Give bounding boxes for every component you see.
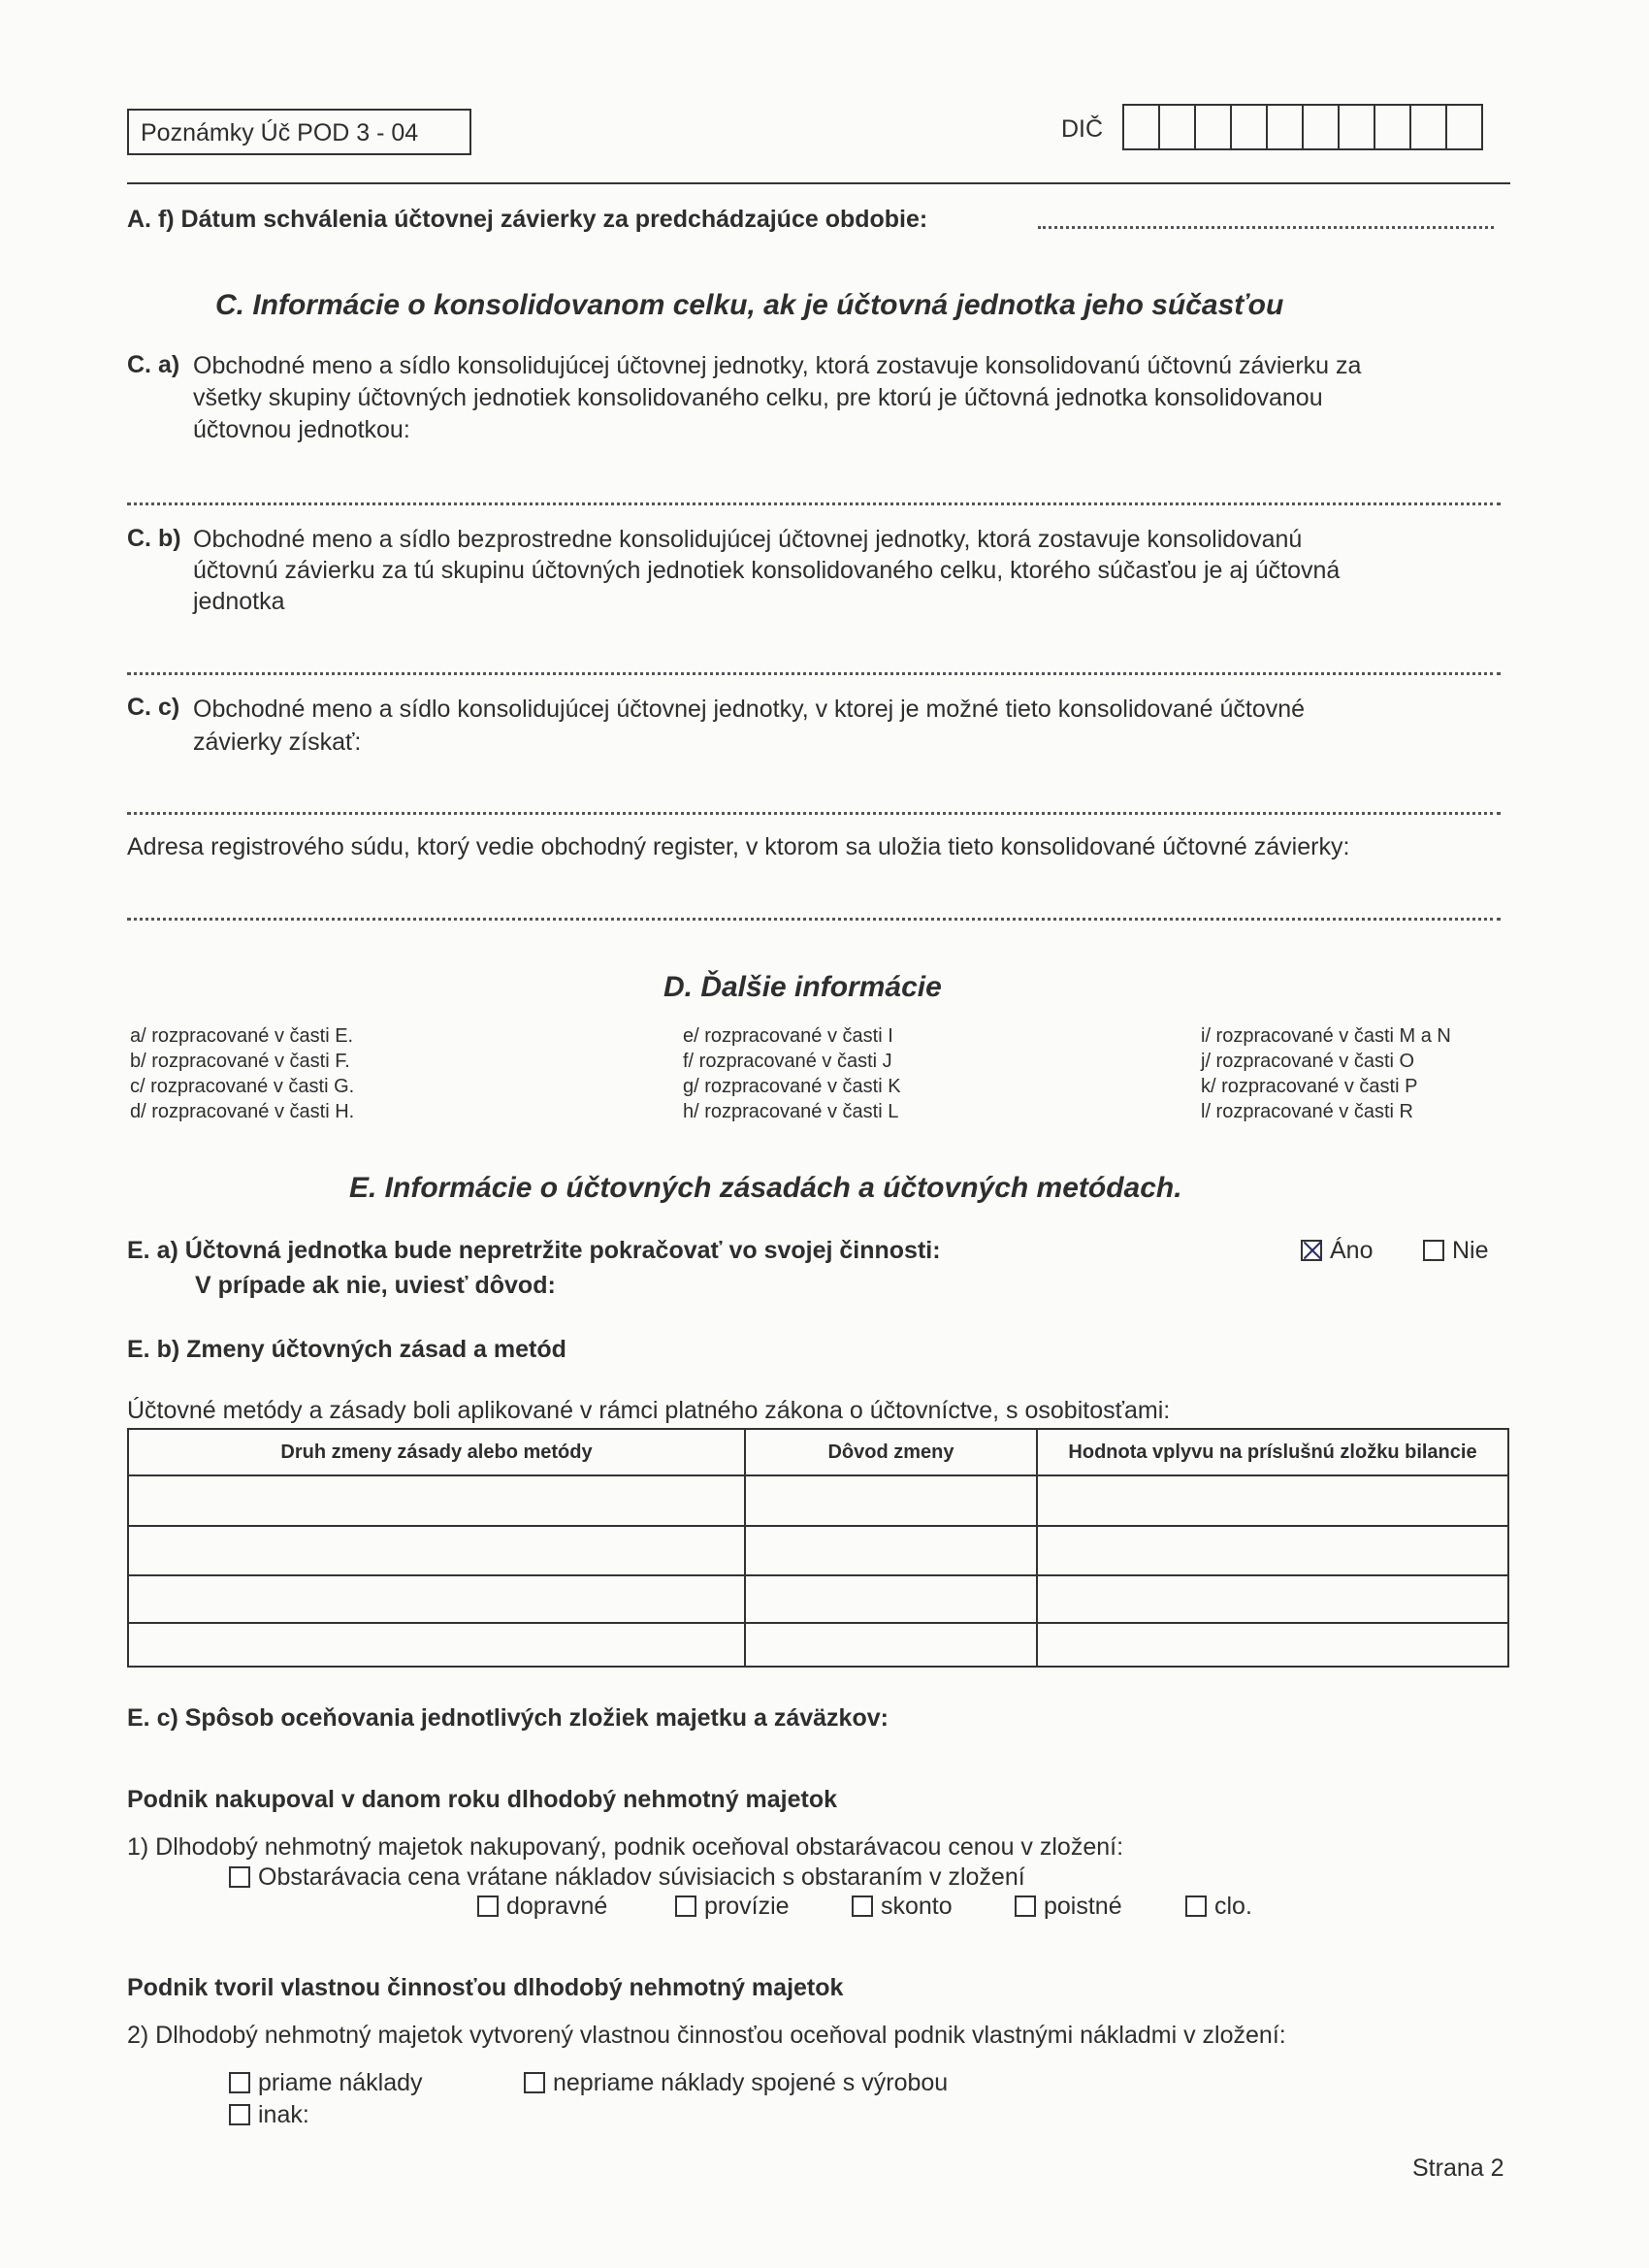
section-d-title: D. Ďalšie informácie bbox=[663, 971, 942, 1003]
eb-intro: Účtovné metódy a zásady boli aplikované v rámci platného zákona o účtovníctve, s osobitosťami: bbox=[127, 1397, 1171, 1424]
registry-address-field[interactable] bbox=[127, 918, 1501, 921]
d-item: b/ rozpracované v časti F. bbox=[130, 1051, 350, 1072]
opt-skonto[interactable] bbox=[852, 1892, 953, 1922]
ca-label: C. a) bbox=[127, 351, 180, 378]
checkbox-checked-icon bbox=[1301, 1240, 1322, 1261]
section-d-col-3 bbox=[1201, 1023, 1451, 1124]
dic-digit-box[interactable] bbox=[1230, 104, 1268, 150]
checkbox-icon bbox=[229, 2072, 250, 2093]
col-header-type: Druh zmeny zásady alebo metódy bbox=[128, 1429, 745, 1475]
cc-label: C. c) bbox=[127, 694, 180, 721]
section-c-title: C. Informácie o konsolidovanom celku, ak je účtovná jednotka jeho súčasťou bbox=[215, 289, 1284, 321]
d-item: c/ rozpracované v časti G. bbox=[130, 1076, 355, 1097]
ca-line: účtovnou jednotkou: bbox=[193, 416, 410, 443]
registry-address-label: Adresa registrového súdu, ktorý vedie obchodný register, v ktorom sa uložia tieto konsolidované účtovné závierky: bbox=[127, 833, 1350, 860]
d-item: h/ rozpracované v časti L bbox=[683, 1101, 899, 1122]
ea-reason-label: V prípade ak nie, uviesť dôvod: bbox=[195, 1272, 556, 1299]
sub2-text: 2) Dlhodobý nehmotný majetok vytvorený vlastnou činnosťou oceňoval podnik vlastnými nákladmi v zložení: bbox=[127, 2022, 1286, 2049]
table-row bbox=[128, 1475, 1508, 1526]
table-cell[interactable] bbox=[128, 1475, 745, 1526]
table-header-row bbox=[128, 1429, 1508, 1475]
af-date-label: A. f) Dátum schválenia účtovnej závierky za predchádzajúce obdobie: bbox=[127, 206, 928, 233]
ano-checkbox[interactable] bbox=[1301, 1236, 1373, 1266]
d-item: k/ rozpracované v časti P bbox=[1201, 1076, 1418, 1097]
opt-priame[interactable] bbox=[229, 2068, 423, 2098]
cc-answer-field[interactable] bbox=[127, 812, 1501, 815]
ano-label: Áno bbox=[1330, 1237, 1374, 1264]
checkbox-icon bbox=[1185, 1895, 1207, 1917]
d-item: f/ rozpracované v časti J bbox=[683, 1051, 892, 1072]
page-number: Strana 2 bbox=[1412, 2155, 1504, 2182]
checkbox-icon bbox=[477, 1895, 499, 1917]
eb-title: E. b) Zmeny účtovných zásad a metód bbox=[127, 1336, 566, 1363]
table-cell[interactable] bbox=[128, 1526, 745, 1575]
dic-digit-box[interactable] bbox=[1445, 104, 1483, 150]
changes-table bbox=[127, 1428, 1509, 1668]
sub1-text: 1) Dlhodobý nehmotný majetok nakupovaný, podnik oceňoval obstarávacou cenou v zložení: bbox=[127, 1833, 1124, 1861]
af-date-field[interactable] bbox=[1038, 226, 1494, 229]
ca-answer-field[interactable] bbox=[127, 502, 1501, 505]
d-item: a/ rozpracované v časti E. bbox=[130, 1025, 354, 1047]
opt-clo[interactable] bbox=[1185, 1892, 1252, 1922]
table-cell[interactable] bbox=[1037, 1526, 1508, 1575]
ea-question: E. a) Účtovná jednotka bude nepretržite pokračovať vo svojej činnosti: bbox=[127, 1237, 941, 1264]
header-rule bbox=[127, 182, 1510, 184]
option-label: provízie bbox=[704, 1893, 790, 1920]
d-item: g/ rozpracované v časti K bbox=[683, 1076, 901, 1097]
sub1-main-checkbox[interactable] bbox=[229, 1863, 1025, 1893]
section-d-col-2 bbox=[683, 1023, 901, 1124]
table-cell[interactable] bbox=[1037, 1623, 1508, 1667]
opt-provizie[interactable] bbox=[675, 1892, 790, 1922]
dic-field[interactable] bbox=[1122, 104, 1483, 150]
col-header-reason: Dôvod zmeny bbox=[745, 1429, 1037, 1475]
d-item: e/ rozpracované v časti I bbox=[683, 1025, 893, 1047]
checkbox-icon bbox=[1423, 1240, 1444, 1261]
dic-digit-box[interactable] bbox=[1302, 104, 1340, 150]
option-label: dopravné bbox=[506, 1893, 608, 1920]
form-code-box: Poznámky Úč POD 3 - 04 bbox=[127, 109, 471, 155]
table-cell[interactable] bbox=[745, 1526, 1037, 1575]
opt-poistne[interactable] bbox=[1015, 1892, 1122, 1922]
checkbox-icon bbox=[852, 1895, 873, 1917]
opt-nepriame[interactable] bbox=[524, 2068, 948, 2098]
cc-line: závierky získať: bbox=[193, 729, 362, 756]
option-label: poistné bbox=[1044, 1893, 1122, 1920]
dic-label: DIČ bbox=[1061, 115, 1104, 143]
dic-digit-box[interactable] bbox=[1122, 104, 1160, 150]
cc-text bbox=[193, 693, 1305, 759]
cb-answer-field[interactable] bbox=[127, 672, 1501, 675]
table-cell[interactable] bbox=[745, 1623, 1037, 1667]
dic-digit-box[interactable] bbox=[1409, 104, 1447, 150]
dic-digit-box[interactable] bbox=[1338, 104, 1375, 150]
option-label: skonto bbox=[881, 1893, 953, 1920]
dic-digit-box[interactable] bbox=[1374, 104, 1411, 150]
table-cell[interactable] bbox=[1037, 1475, 1508, 1526]
ca-line: Obchodné meno a sídlo konsolidujúcej účtovnej jednotky, ktorá zostavuje konsolidovanú účtovnú závierku za bbox=[193, 352, 1362, 379]
d-item: d/ rozpracované v časti H. bbox=[130, 1101, 355, 1122]
ca-text bbox=[193, 350, 1361, 446]
cb-line: jednotka bbox=[193, 588, 285, 615]
d-item: i/ rozpracované v časti M a N bbox=[1201, 1025, 1451, 1047]
table-cell[interactable] bbox=[128, 1623, 745, 1667]
option-label: clo. bbox=[1214, 1893, 1252, 1920]
sub1-title: Podnik nakupoval v danom roku dlhodobý nehmotný majetok bbox=[127, 1786, 838, 1813]
col-header-impact: Hodnota vplyvu na príslušnú zložku bilancie bbox=[1037, 1429, 1508, 1475]
section-e-title: E. Informácie o účtovných zásadách a účtovných metódach. bbox=[349, 1172, 1182, 1204]
table-cell[interactable] bbox=[745, 1575, 1037, 1623]
cb-line: Obchodné meno a sídlo bezprostredne konsolidujúcej účtovnej jednotky, ktorá zostavuje konsolidovanú bbox=[193, 526, 1303, 553]
cb-line: účtovnú závierku za tú skupinu účtovných jednotiek konsolidovaného celku, ktorého súčasťou je aj účtovná bbox=[193, 557, 1341, 584]
opt-dopravne[interactable] bbox=[477, 1892, 607, 1922]
ec-title: E. c) Spôsob oceňovania jednotlivých zložiek majetku a záväzkov: bbox=[127, 1704, 889, 1732]
ca-line: všetky skupiny účtovných jednotiek konsolidovaného celku, pre ktorú je účtovná jednotka konsolidovanou bbox=[193, 384, 1323, 411]
checkbox-icon bbox=[675, 1895, 696, 1917]
table-cell[interactable] bbox=[1037, 1575, 1508, 1623]
checkbox-icon bbox=[229, 2104, 250, 2125]
table-row bbox=[128, 1623, 1508, 1667]
table-row bbox=[128, 1575, 1508, 1623]
option-label: priame náklady bbox=[258, 2069, 423, 2096]
dic-digit-box[interactable] bbox=[1158, 104, 1196, 150]
checkbox-icon bbox=[229, 1866, 250, 1888]
dic-digit-box[interactable] bbox=[1194, 104, 1232, 150]
nie-label: Nie bbox=[1452, 1237, 1489, 1264]
cb-text bbox=[193, 524, 1340, 617]
table-cell[interactable] bbox=[128, 1575, 745, 1623]
table-cell[interactable] bbox=[745, 1475, 1037, 1526]
nie-checkbox[interactable] bbox=[1423, 1236, 1489, 1266]
cb-label: C. b) bbox=[127, 525, 181, 552]
option-label: inak: bbox=[258, 2101, 309, 2128]
dic-digit-box[interactable] bbox=[1266, 104, 1304, 150]
checkbox-icon bbox=[524, 2072, 545, 2093]
option-label: nepriame náklady spojené s výrobou bbox=[553, 2069, 949, 2096]
checkbox-icon bbox=[1015, 1895, 1036, 1917]
option-label: Obstarávacia cena vrátane nákladov súvisiacich s obstaraním v zložení bbox=[258, 1863, 1025, 1891]
section-d-col-1 bbox=[130, 1023, 354, 1124]
d-item: j/ rozpracované v časti O bbox=[1201, 1051, 1415, 1072]
sub2-title: Podnik tvoril vlastnou činnosťou dlhodobý nehmotný majetok bbox=[127, 1974, 844, 2001]
d-item: l/ rozpracované v časti R bbox=[1201, 1101, 1413, 1122]
table-row bbox=[128, 1526, 1508, 1575]
cc-line: Obchodné meno a sídlo konsolidujúcej účtovnej jednotky, v ktorej je možné tieto konsolidované účtovné bbox=[193, 696, 1306, 723]
opt-inak[interactable] bbox=[229, 2100, 309, 2130]
